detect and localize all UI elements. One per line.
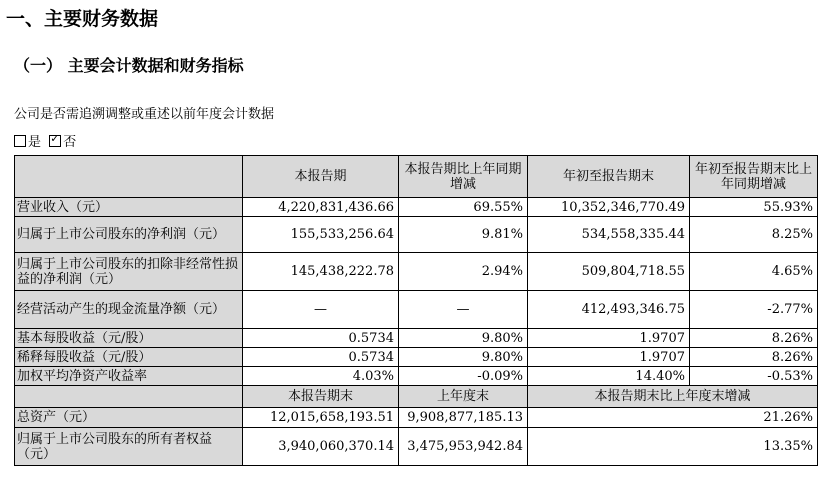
cell-value: 55.93% — [690, 198, 818, 217]
cell-value: 4.65% — [690, 253, 818, 291]
yes-label: 是 — [28, 135, 42, 150]
cell-value: 3,940,060,370.14 — [243, 428, 399, 466]
cell-value: 12,015,658,193.51 — [243, 408, 399, 428]
cell-value: 534,558,335.44 — [528, 217, 690, 253]
table-row — [15, 367, 818, 386]
table-row — [15, 217, 818, 253]
cell-value: 145,438,222.78 — [243, 253, 399, 291]
row-label: 基本每股收益（元/股） — [15, 329, 243, 348]
row-label: 总资产（元） — [15, 408, 243, 428]
table-row — [15, 253, 818, 291]
cell-value: 14.40% — [528, 367, 690, 386]
header-cell — [15, 386, 243, 408]
row-label: 加权平均净资产收益率 — [15, 367, 243, 386]
table-row — [15, 198, 818, 217]
row-label: 归属于上市公司股东的所有者权益（元） — [15, 428, 243, 466]
cell-value: 69.55% — [399, 198, 528, 217]
table-header-row — [15, 156, 818, 198]
table-row — [15, 329, 818, 348]
cell-value: -0.09% — [399, 367, 528, 386]
cell-value: 412,493,346.75 — [528, 291, 690, 329]
cell-value: 8.26% — [690, 348, 818, 367]
row-label: 归属于上市公司股东的扣除非经常性损益的净利润（元） — [15, 253, 243, 291]
cell-value: 1.9707 — [528, 329, 690, 348]
cell-value: — — [399, 291, 528, 329]
cell-value: 2.94% — [399, 253, 528, 291]
no-label: 否 — [63, 135, 77, 150]
row-label: 营业收入（元） — [15, 198, 243, 217]
cell-value: -0.53% — [690, 367, 818, 386]
cell-value: 9,908,877,185.13 — [399, 408, 528, 428]
cell-value: 3,475,953,942.84 — [399, 428, 528, 466]
subsection-heading: （一） 主要会计数据和财务指标 — [14, 56, 244, 75]
cell-value: 13.35% — [528, 428, 818, 466]
cell-value: 10,352,346,770.49 — [528, 198, 690, 217]
header-cell — [15, 156, 243, 198]
header-cell: 年初至报告期末比上年同期增减 — [690, 156, 818, 198]
cell-value: 9.80% — [399, 348, 528, 367]
section-heading: 一、主要财务数据 — [6, 8, 159, 30]
financial-data-table — [14, 155, 818, 466]
table-header-row — [15, 386, 818, 408]
header-cell: 本报告期 — [243, 156, 399, 198]
cell-value: 9.81% — [399, 217, 528, 253]
cell-value: 4.03% — [243, 367, 399, 386]
yes-checkbox[interactable] — [14, 135, 26, 147]
header-cell: 年初至报告期末 — [528, 156, 690, 198]
cell-value: 8.25% — [690, 217, 818, 253]
table-row — [15, 428, 818, 466]
no-checkbox[interactable] — [49, 135, 61, 147]
cell-value: — — [243, 291, 399, 329]
cell-value: 1.9707 — [528, 348, 690, 367]
row-label: 归属于上市公司股东的净利润（元） — [15, 217, 243, 253]
cell-value: 21.26% — [528, 408, 818, 428]
header-cell: 本报告期末比上年度末增减 — [528, 386, 818, 408]
cell-value: 0.5734 — [243, 329, 399, 348]
restatement-answer — [14, 131, 76, 150]
cell-value: 8.26% — [690, 329, 818, 348]
cell-value: 9.80% — [399, 329, 528, 348]
table-row — [15, 348, 818, 367]
cell-value: 155,533,256.64 — [243, 217, 399, 253]
cell-value: 0.5734 — [243, 348, 399, 367]
header-cell: 上年度末 — [399, 386, 528, 408]
cell-value: 4,220,831,436.66 — [243, 198, 399, 217]
table-row — [15, 408, 818, 428]
header-cell: 本报告期末 — [243, 386, 399, 408]
restatement-question: 公司是否需追溯调整或重述以前年度会计数据 — [14, 107, 275, 122]
cell-value: 509,804,718.55 — [528, 253, 690, 291]
cell-value: -2.77% — [690, 291, 818, 329]
row-label: 稀释每股收益（元/股） — [15, 348, 243, 367]
header-cell: 本报告期比上年同期增减 — [399, 156, 528, 198]
row-label: 经营活动产生的现金流量净额（元） — [15, 291, 243, 329]
table-row — [15, 291, 818, 329]
